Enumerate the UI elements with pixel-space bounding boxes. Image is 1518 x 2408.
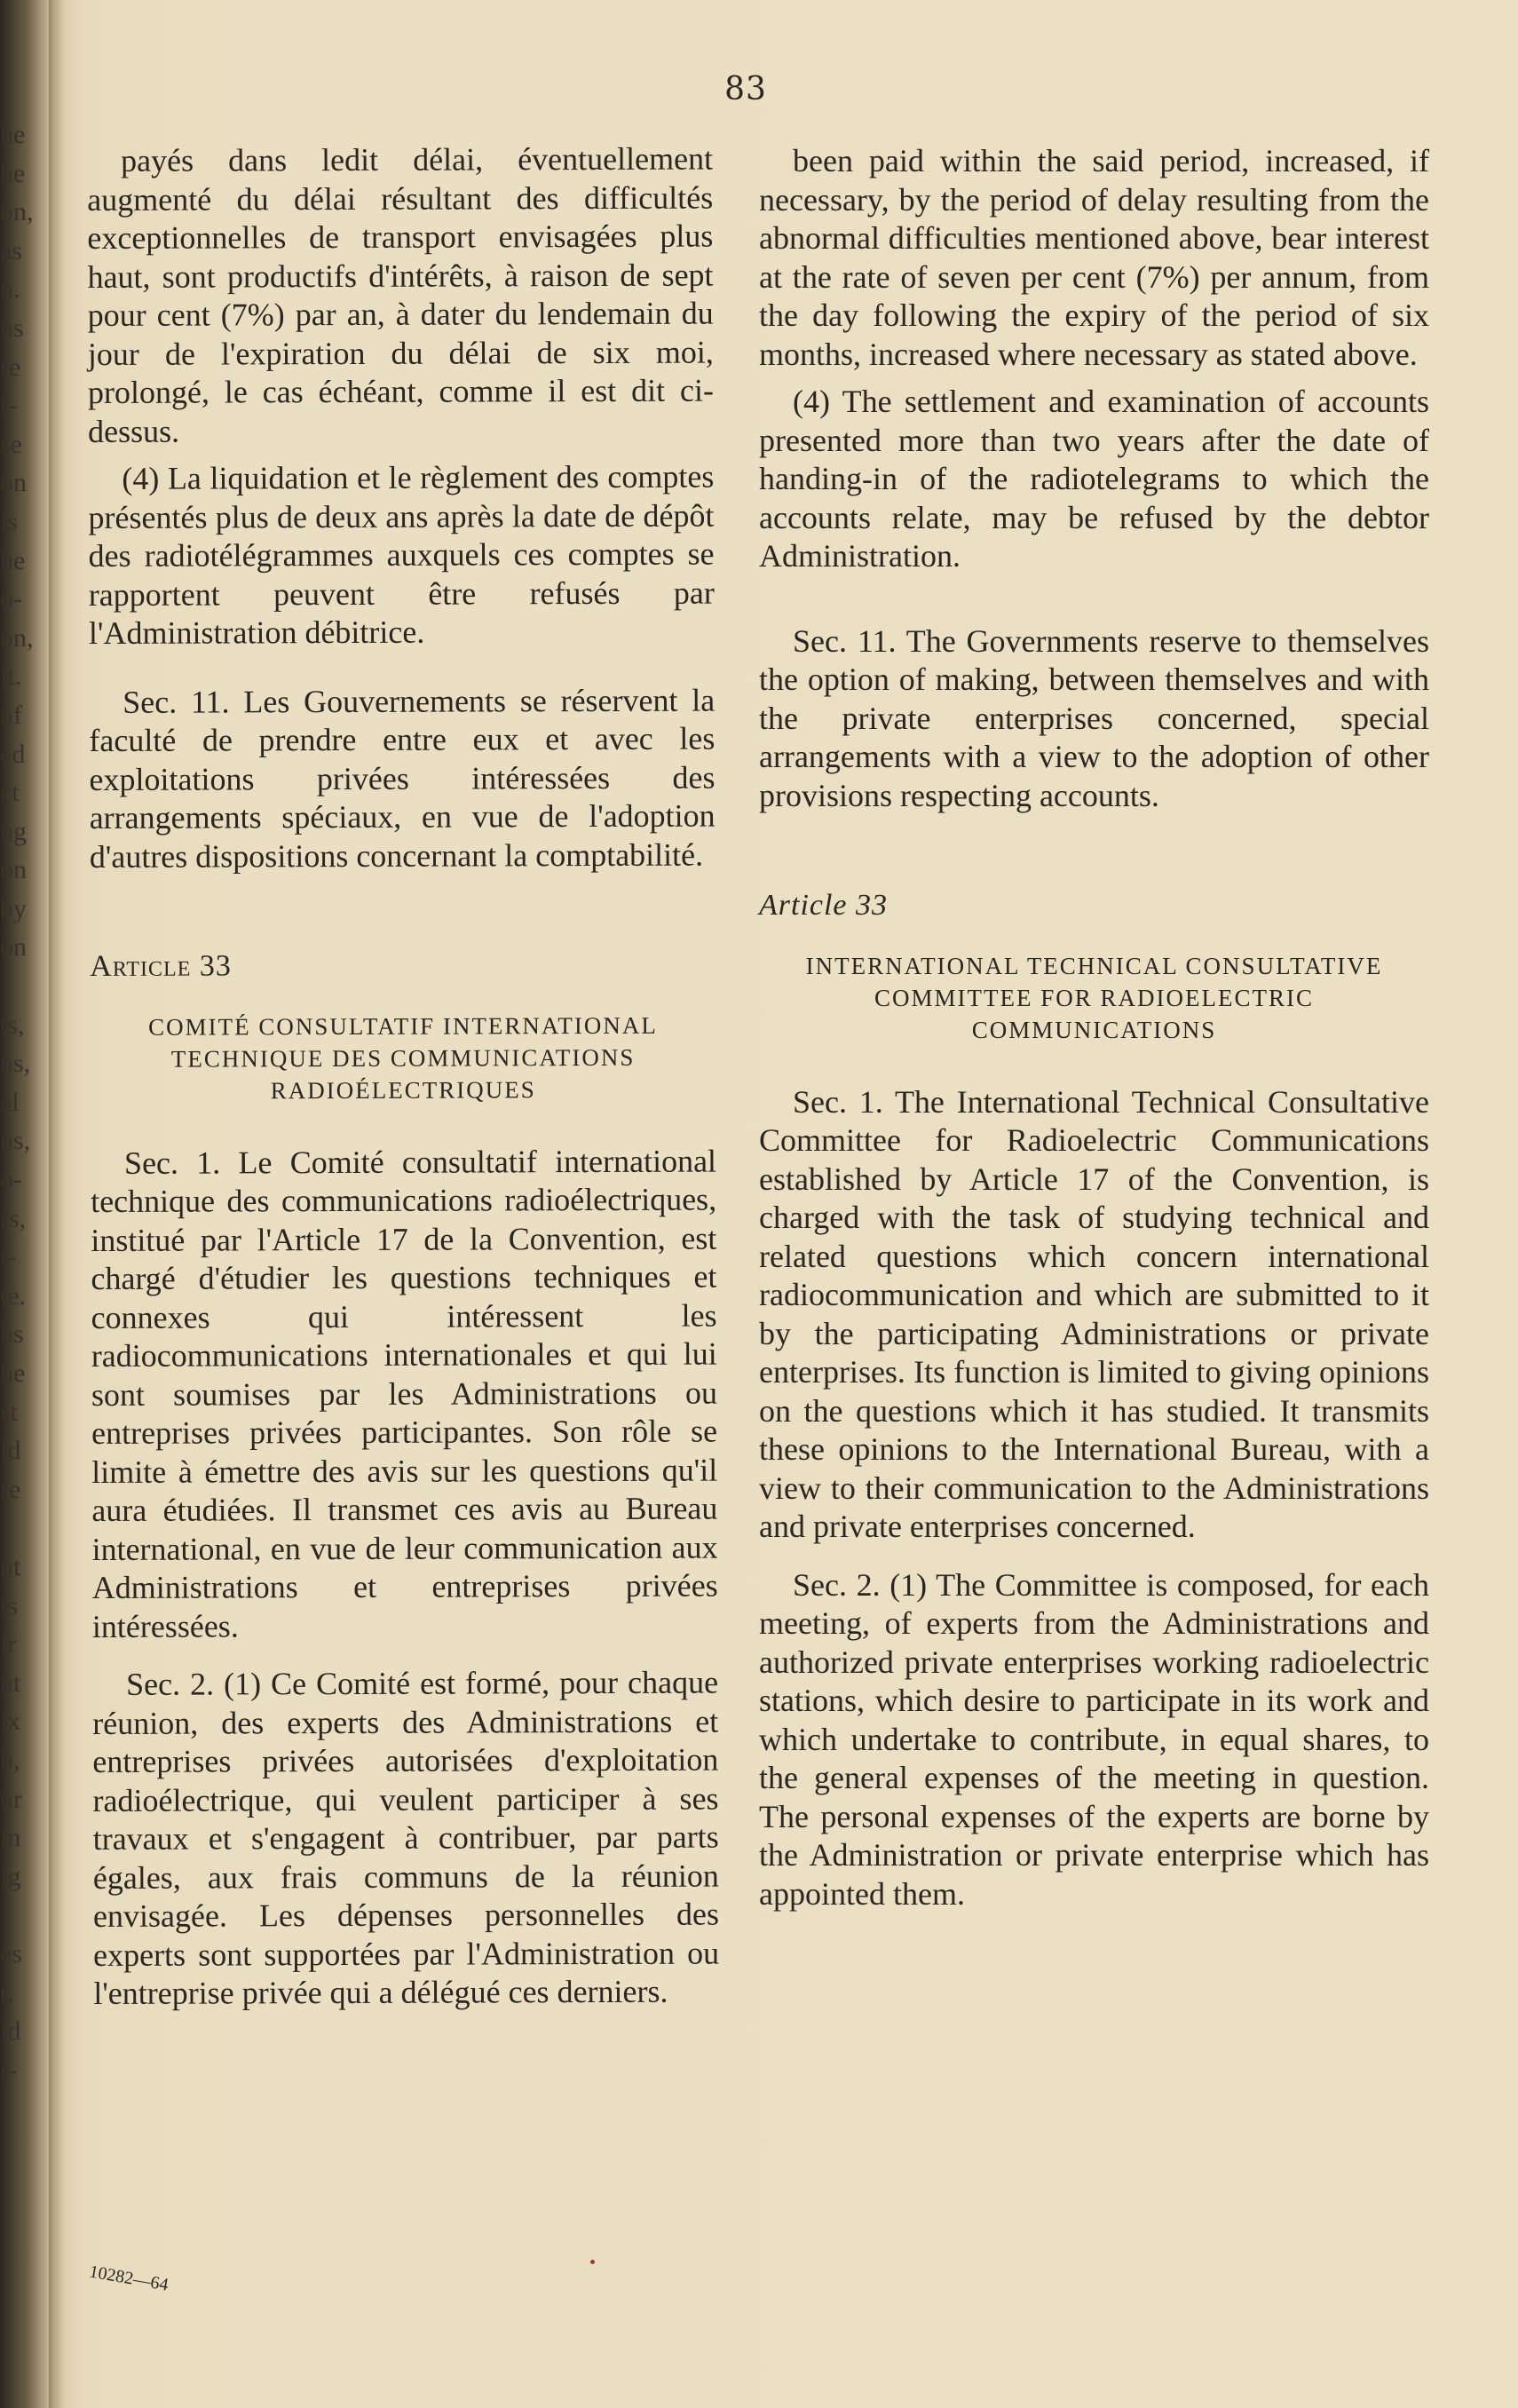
margin-fragment: on [0, 855, 27, 885]
margin-fragment: st [0, 1397, 19, 1427]
margin-fragment [0, 2128, 36, 2167]
margin-fragment: t, [0, 1977, 14, 2008]
ink-speck [590, 2260, 595, 2264]
margin-fragment: rs, [0, 1203, 27, 1233]
margin-fragment [0, 967, 36, 1006]
margin-fragment: on, [0, 197, 34, 227]
margin-fragment: se [0, 429, 22, 459]
margin-fragment: ns, [0, 1049, 31, 1079]
page-number: 83 [724, 71, 767, 107]
margin-fragment: ld [0, 1436, 21, 1466]
english-column [759, 142, 1429, 1913]
margin-fragment [0, 2089, 36, 2128]
french-section: Sec. 2. (1) Ce Comité est formé, pour chaque réunion, des experts des Administrations et entreprises privées autorisées d'exploitation radioélectrique, qui veulent participer à ses travaux et s'engagent à contribuer, par parts égales, aux frais communs de la réunion envisagée. Les dépenses personnelles des experts sont supportées par l'Administration ou l'entreprise privée qui a délégué ces derniers. [92, 1664, 720, 2011]
margin-fragment: r- [0, 2055, 18, 2085]
margin-fragment: he [0, 1358, 26, 1388]
margin-fragment: te. [0, 1280, 27, 1311]
english-paragraph: been paid within the said period, increased, if necessary, by the period of delay resulting from the abnormal difficulties mentioned above, bear interest at the rate of seven per cent (7%) per annum, from the day following the expiry of the period of six months, increased where necessary as stated above. [759, 143, 1429, 372]
facing-page-margin [0, 115, 36, 2166]
english-section: Sec. 2. (1) The Committee is composed, for each meeting, of experts from the Administrations and authorized private enterprises working radioelectric stations, which desire to participate in its work and which undertake to contribute, in equal shares, to the general expenses of the meeting in question. The personal expenses of the experts are borne by the Administration or private enterprise which has appointed them. [759, 1566, 1429, 1912]
margin-fragment: ts [0, 1590, 19, 1620]
margin-fragment: r- [0, 391, 18, 421]
margin-fragment: on, [0, 622, 34, 653]
margin-fragment: o- [0, 1165, 22, 1195]
margin-fragment: ir [0, 1629, 17, 1659]
margin-fragment: he [0, 545, 26, 575]
margin-fragment: hs [0, 1319, 24, 1350]
margin-fragment: h, [0, 1745, 20, 1775]
english-paragraph: Sec. 11. The Governments reserve to themselves the option of making, between themselves and with the private enterprises concerned, special arrangements with a view to the adoption of other provisions respecting accounts. [759, 622, 1429, 813]
margin-fragment: ig [0, 1861, 21, 1891]
english-article-heading: Article 33 [759, 889, 889, 922]
margin-fragment: id [0, 2016, 21, 2047]
margin-fragment: he [0, 120, 26, 149]
english-section: Sec. 1. The International Technical Consultative Committee for Radioelectric Communications established by Article 17 of the Convention, is charged with the task of studying technical and related questions which concern international radiocommunication and which are submitted to it by the participating Administrations or private enterprises. Its function is limited to giving opinions on the questions which it has studied. It transmits these opinions to the International Bureau, with a view to their communication to the Administrations and private enterprises concerned. [759, 1083, 1429, 1544]
french-section: Sec. 1. Le Comité consultatif international technique des communications radioélectriques, institué par l'Article 17 de la Convention, est chargé d'étudier les questions techniques et connexes qui intéressent les radiocommunications internationales et qui lui sont soumises par les Administrations ou entreprises privées participantes. Son rôle se limite à émettre des avis sur les questions qu'il aura étudiées. Il transmet ces avis au Bureau international, en vue de leur communication aux Administrations et entreprises privées intéressées. [91, 1143, 718, 1644]
french-paragraph: payés dans ledit délai, éventuellement augmenté du délai résultant des difficultés exceptionnelles de transport envisagées plus haut, sont productifs d'intérêts, à raison de sept pour cent (7%) par an, à dater du lendemain du jour de l'expiration du délai de six moi, prolongé, le cas échéant, comme il est dit ci-dessus. [87, 140, 715, 449]
margin-fragment: ct [0, 778, 20, 808]
margin-fragment: ur [0, 1784, 22, 1814]
margin-fragment: ed [0, 739, 26, 769]
printer-mark: 10282—64 [87, 2261, 170, 2295]
margin-fragment: ns [0, 313, 24, 343]
margin-fragment: on [0, 468, 27, 498]
french-column [87, 140, 719, 2014]
french-paragraph: Sec. 11. Les Gouvernements se réservent la faculté de prendre entre eux et avec les exploitations privées intéressées des arrangements spéciaux, en vue de l'adoption d'autres dispositions concernant la comptabilité. [89, 682, 716, 875]
french-paragraph: (4) La liquidation et le règlement des comptes présentés plus de deux ans après la date de dépôt des radiotélégrammes auxquels ces comptes se rapportent peuvent être refusés par l'Administration débitrice. [88, 458, 715, 651]
english-paragraph: (4) The settlement and examination of accounts presented more than two years after the date of handing-in of the radiotelegrams to which the accounts relate, may be refused by the debtor Administration. [759, 384, 1429, 574]
margin-fragment: re [0, 1474, 21, 1504]
margin-fragment: on [0, 932, 27, 962]
margin-fragment: t- [0, 1242, 17, 1272]
margin-fragment: of [0, 700, 22, 730]
margin-fragment: es [0, 1938, 22, 1968]
margin-fragment: in [0, 1823, 21, 1853]
margin-fragment: is [0, 506, 19, 536]
margin-fragment [0, 1509, 36, 1548]
margin-fragment: al [0, 1087, 20, 1117]
margin-fragment: nt [0, 1551, 21, 1581]
margin-fragment: ts, [0, 1010, 25, 1040]
margin-fragment: ng [0, 816, 27, 846]
margin-fragment: as [0, 235, 22, 265]
margin-fragment: nt [0, 1667, 21, 1698]
margin-fragment [0, 1896, 36, 1935]
margin-fragment: it. [0, 661, 22, 692]
margin-fragment: ns, [0, 1126, 31, 1156]
gutter-shadow [49, 0, 65, 2408]
margin-fragment: ix [0, 1707, 21, 1737]
margin-fragment: re [0, 352, 21, 382]
margin-fragment: he [0, 158, 26, 188]
english-committee-title: INTERNATIONAL TECHNICAL CONSULTATIVE COMMITTEE FOR RADIOELECTRIC COMMUNICATIONS [805, 952, 1383, 1043]
french-article-heading: Article 33 [90, 949, 232, 983]
margin-fragment: n. [0, 274, 20, 305]
margin-fragment: o- [0, 584, 22, 614]
french-committee-title: COMITÉ CONSULTATIF INTERNATIONAL TECHNIQUE DES COMMUNICATIONS RADIOÉLECTRIQUES [148, 1011, 658, 1104]
margin-fragment: by [0, 893, 27, 923]
